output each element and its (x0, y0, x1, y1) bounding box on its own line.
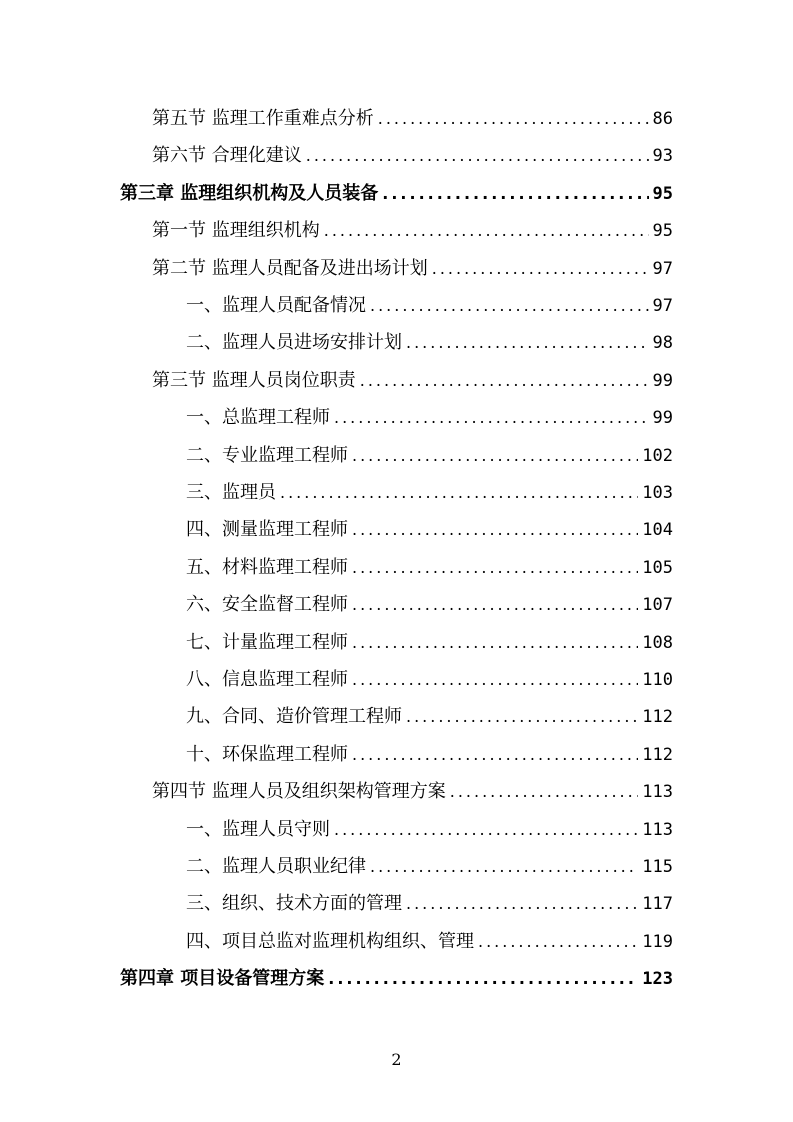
toc-entry-label: 三、监理员 (186, 482, 276, 503)
toc-entry[interactable] (186, 287, 673, 324)
toc-entry-page: 98 (652, 333, 673, 354)
toc-entry-label: 九、合同、造价管理工程师 (186, 706, 402, 728)
toc-entry-label: 三、组织、技术方面的管理 (186, 893, 402, 915)
toc-entry[interactable] (186, 885, 673, 922)
toc-entry[interactable] (186, 474, 673, 511)
toc-entry-label: 七、计量监理工程师 (186, 631, 348, 653)
toc-entry-page: 108 (642, 632, 673, 653)
toc-entry-page: 123 (642, 969, 673, 990)
toc-leader-dots (382, 175, 648, 212)
toc-entry[interactable] (186, 586, 673, 623)
toc-entry[interactable] (152, 362, 673, 399)
toc-entry-label: 四、项目总监对监理机构组织、管理 (186, 930, 474, 952)
toc-entry-page: 112 (642, 707, 673, 728)
toc-entry-page: 115 (642, 857, 673, 877)
toc-leader-dots (352, 511, 638, 548)
toc-leader-dots (306, 137, 649, 174)
toc-entry[interactable] (186, 324, 673, 361)
toc-entry-page: 102 (642, 445, 673, 466)
toc-leader-dots (432, 250, 649, 287)
toc-entry-page: 113 (642, 782, 673, 803)
toc-entry-label: 第一节 监理组织机构 (152, 220, 320, 242)
toc-entry[interactable] (152, 773, 673, 810)
toc-entry-page: 112 (642, 744, 673, 765)
toc-entry-page: 99 (652, 370, 673, 391)
toc-leader-dots (450, 773, 639, 810)
toc-entry-page: 97 (652, 258, 673, 279)
toc-entry[interactable] (186, 736, 673, 773)
toc-leader-dots (370, 848, 638, 885)
toc-entry-label: 二、监理人员进场安排计划 (186, 332, 402, 354)
toc-leader-dots (406, 885, 638, 922)
toc-entry[interactable] (186, 624, 673, 661)
toc-entry-label: 四、测量监理工程师 (186, 519, 348, 541)
toc-entry-page: 97 (652, 296, 673, 316)
toc-entry-page: 110 (642, 670, 673, 690)
toc-entry-label: 一、监理人员配备情况 (186, 295, 366, 316)
toc-entry[interactable] (186, 511, 673, 548)
toc-entry-page: 86 (652, 109, 673, 129)
toc-entry-label: 六、安全监督工程师 (186, 594, 348, 616)
toc-entry-label: 八、信息监理工程师 (186, 669, 348, 690)
toc-leader-dots (352, 624, 638, 661)
toc-leader-dots (352, 437, 638, 474)
toc-entry-label: 一、总监理工程师 (186, 407, 330, 429)
toc-entry-page: 119 (642, 931, 673, 952)
toc-entry-label: 第四节 监理人员及组织架构管理方案 (152, 781, 446, 803)
toc-entry-label: 五、材料监理工程师 (186, 556, 348, 578)
toc-entry[interactable] (186, 661, 673, 698)
toc-entry-label: 第五节 监理工作重难点分析 (152, 108, 374, 129)
toc-leader-dots (352, 736, 638, 773)
toc-entry-label: 一、监理人员守则 (186, 818, 330, 840)
toc-leader-dots (370, 287, 649, 324)
toc-entry-label: 第三章 监理组织机构及人员装备 (120, 182, 379, 204)
toc-entry-page: 107 (642, 595, 673, 616)
toc-leader-dots (352, 661, 638, 698)
toc-leader-dots (406, 698, 638, 735)
toc-chapter-entry[interactable] (120, 960, 673, 997)
toc-entry-page: 105 (642, 557, 673, 578)
toc-entry[interactable] (186, 848, 673, 885)
toc-entry[interactable] (186, 923, 673, 960)
toc-entry[interactable] (186, 399, 673, 436)
toc-entry[interactable] (152, 100, 673, 137)
toc-entry-label: 二、专业监理工程师 (186, 444, 348, 466)
toc-leader-dots (324, 212, 649, 249)
toc-leader-dots (280, 474, 638, 511)
toc-entry-page: 113 (642, 819, 673, 840)
toc-entry[interactable] (186, 811, 673, 848)
toc-entry-page: 95 (652, 221, 673, 242)
toc-entry[interactable] (186, 549, 673, 586)
page-number: 2 (391, 1050, 402, 1069)
toc-entry-label: 第四章 项目设备管理方案 (120, 968, 325, 990)
toc-entry-page: 93 (652, 146, 673, 167)
toc-entry-page: 95 (652, 183, 673, 204)
toc-entry-label: 第三节 监理人员岗位职责 (152, 369, 356, 391)
toc-leader-dots (378, 100, 649, 137)
toc-entry-label: 第二节 监理人员配备及进出场计划 (152, 257, 428, 279)
toc-leader-dots (352, 549, 638, 586)
toc-leader-dots (334, 399, 649, 436)
toc-entry-page: 99 (652, 408, 673, 429)
toc-entry-label: 十、环保监理工程师 (186, 743, 348, 765)
toc-entry[interactable] (152, 137, 673, 174)
toc-entry[interactable] (186, 698, 673, 735)
toc-leader-dots (352, 586, 638, 623)
toc-entry-label: 第六节 合理化建议 (152, 145, 302, 167)
toc-entry[interactable] (152, 250, 673, 287)
toc-chapter-entry[interactable] (120, 175, 673, 212)
toc-leader-dots (360, 362, 649, 399)
toc-entry-page: 103 (642, 483, 673, 503)
toc-entry-page: 117 (642, 894, 673, 915)
toc-leader-dots (334, 811, 638, 848)
toc-leader-dots (328, 960, 638, 997)
toc-entry[interactable] (152, 212, 673, 249)
toc-entry[interactable] (186, 437, 673, 474)
toc-entry-page: 104 (642, 520, 673, 541)
toc-leader-dots (478, 923, 638, 960)
toc-leader-dots (406, 324, 649, 361)
toc-entry-label: 二、监理人员职业纪律 (186, 856, 366, 877)
